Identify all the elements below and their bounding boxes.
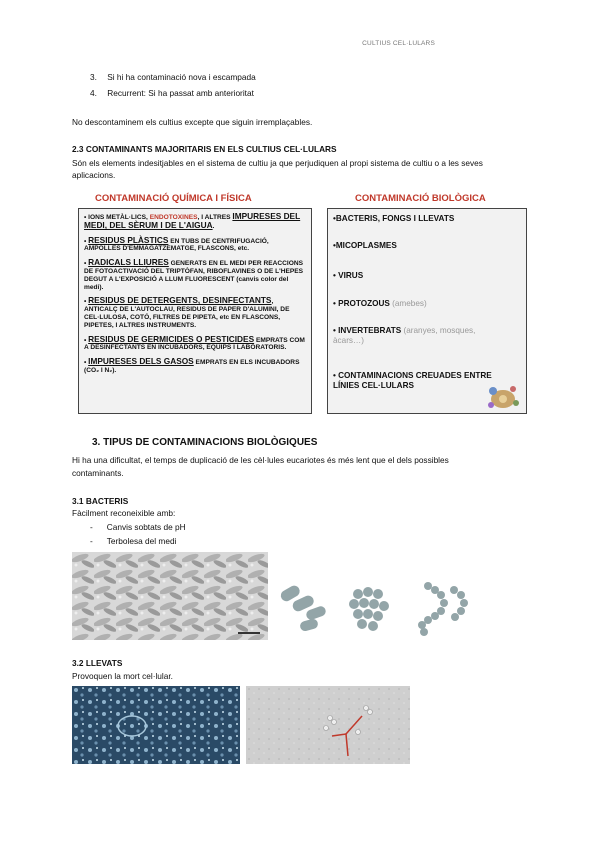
list-number: 3. <box>90 72 97 82</box>
bacteria-micrograph <box>72 552 268 640</box>
paragraph-line: aplicacions. <box>72 170 116 180</box>
paragraph: Fàcilment reconeixible amb: <box>72 508 176 518</box>
biological-contamination-title: CONTAMINACIÓ BIOLÒGICA <box>355 193 486 204</box>
list-text: Recurrent: Si ha passat amb anterioritat <box>107 88 254 98</box>
section-title-2-3: 2.3 CONTAMINANTS MAJORITARIS EN ELS CULTIUS CEL·LULARS <box>72 144 337 154</box>
microbes-illustration <box>483 381 523 411</box>
biological-item: • CONTAMINACIONS CREUADES ENTRE LÍNIES CEL·LULARS <box>333 371 492 390</box>
list-item <box>90 72 256 83</box>
list-item: - Terbolesa del medi <box>90 536 177 546</box>
section-title-3-2: 3.2 LLEVATS <box>72 658 123 668</box>
running-header: CULTIUS CEL·LULARS <box>362 40 435 47</box>
list-item: - Canvis sobtats de pH <box>90 522 186 532</box>
chemical-item: • RESIDUS DE GERMICIDES O PESTICIDES EMPRATS COM A DESINFECTANTS EN INCUBADORS, EQUIPS I LABORATORIS. <box>84 333 305 352</box>
paragraph-line: contaminants. <box>72 468 124 478</box>
chemical-item: • IMPURESES DELS GASOS EMPRATS EN ELS INCUBADORS (CO₂ I N₂). <box>84 356 300 374</box>
chemical-item: • RADICALS LLIURES GENERATS EN EL MEDI PER REACCIONS DE FOTOACTIVACIÓ DEL TRIPTÒFAN, RIBOFLAVINES O DE L'HEPES DEGUT A L'EXPOSICIÓ A LLUM FLUORESCENT (canvis color del medi). <box>84 257 304 291</box>
biological-item: • INVERTEBRATS (aranyes, mosques, àcars…) <box>333 326 476 345</box>
paragraph: No descontaminem els cultius excepte que siguin irremplaçables. <box>72 117 313 127</box>
paragraph-line: Hi ha una dificultat, el temps de duplicació de les cèl·lules eucariotes és més lent que el dels possibles <box>72 455 449 465</box>
section-title-3: 3. TIPUS DE CONTAMINACIONS BIOLÒGIQUES <box>92 437 318 448</box>
biological-contamination-box <box>327 208 527 414</box>
biological-item: •BACTERIS, FONGS I LLEVATS <box>333 214 455 223</box>
bacteria-shapes-illustration <box>278 576 478 638</box>
biological-item: • PROTOZOUS (amebes) <box>333 299 427 308</box>
yeast-micrograph-light <box>246 686 410 764</box>
chemical-item: • IONS METÀL·LICS, ENDOTOXINES, I ALTRES IMPURESES DEL MEDI, DEL SÈRUM I DE L'AIGUA. <box>84 211 301 230</box>
chemical-item: • RESIDUS DE DETERGENTS, DESINFECTANTS, ANTICALÇ DE L'AUTOCLAU, RESIDUS DE PAPER D'ALUMINI, DE CEL·LULOSA, COTÓ, FILTRES DE PIPETA, etc EN FLASCONS, PIPETES, I ALTRES INSTRUMENTS. <box>84 295 290 329</box>
chemical-item: • RESIDUS PLÀSTICS EN TUBS DE CENTRIFUGACIÓ, AMPOLLES D'EMMAGATZEMATGE, FLASCONS, etc. <box>84 234 269 253</box>
paragraph-line: Són els elements indesitjables en el sistema de cultiu ja que perjudiquen al propi sistema de cultiu o a les seves <box>72 158 483 168</box>
chemical-contamination-box <box>78 208 312 414</box>
biological-item: •MICOPLASMES <box>333 241 397 250</box>
yeast-micrograph-dark <box>72 686 240 764</box>
chemical-contamination-title: CONTAMINACIÓ QUÍMICA I FÍSICA <box>95 193 252 204</box>
paragraph: Provoquen la mort cel·lular. <box>72 671 173 681</box>
list-text: Si hi ha contaminació nova i escampada <box>107 72 256 82</box>
list-number: 4. <box>90 88 97 98</box>
section-title-3-1: 3.1 BACTERIS <box>72 496 129 506</box>
list-item <box>90 88 254 99</box>
biological-item: • VIRUS <box>333 271 364 280</box>
